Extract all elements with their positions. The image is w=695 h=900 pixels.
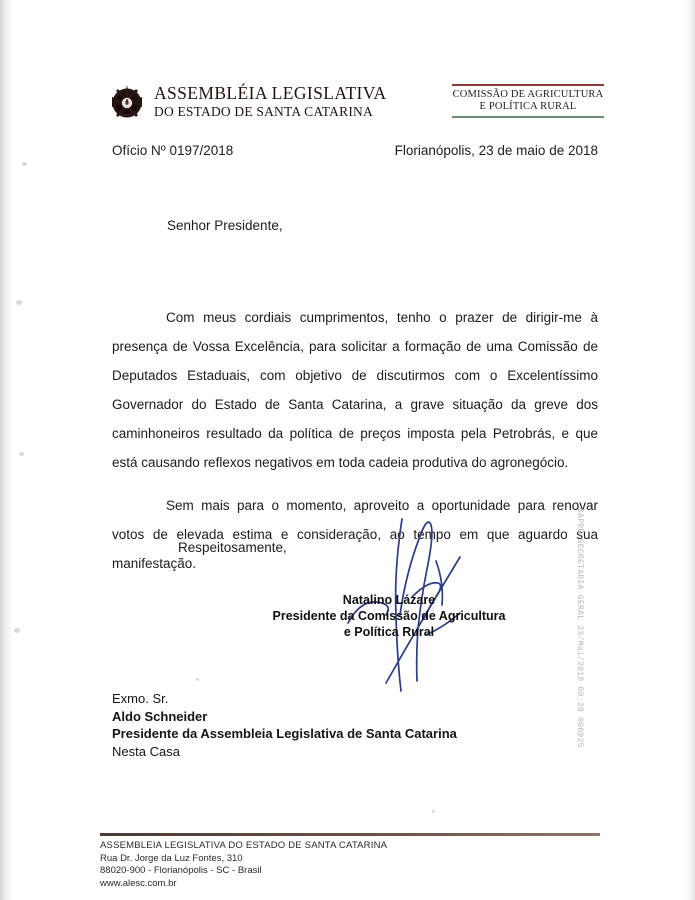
signatory-name: Natalino Lázare [342,593,436,607]
signatory-title-line-2: e Política Rural [343,625,435,639]
footer-city-line: 88020-900 - Florianópolis - SC - Brasil [100,865,262,876]
scan-edge-shading-right [685,0,695,900]
commission-rule-bottom [452,116,604,118]
scan-speckle [19,452,24,456]
recipient-location: Nesta Casa [112,743,180,759]
coat-of-arms-icon [108,82,146,122]
signatory-title-line-1: Presidente da Comissão de Agricultura [272,609,506,623]
scan-edge-shading-left [0,0,14,900]
recipient-name: Aldo Schneider [112,708,208,724]
scan-speckle [16,300,22,305]
body-paragraph: Com meus cordiais cumprimentos, tenho o prazer de dirigir-me à presença de Vossa Excelência, para solicitar a formação de uma Comissão de Deputados Estaduais, com objetivo de discutirmos com o Excelentíssimo Governador do Estado de Santa Catarina, a grave situação da greve dos caminhoneiros resultado da política de preços imposta pela Petrobrás, e que está causando reflexos negativos em toda cadeia produtiva do agronegócio. [112,310,598,470]
commission-rule-top [452,84,604,86]
institution-line-1: ASSEMBLÉIA LEGISLATIVA [154,82,387,103]
document-reference-number: Ofício Nº 0197/2018 [112,143,234,158]
document-meta [112,143,598,158]
commission-line-2: E POLÍTICA RURAL [479,101,577,113]
recipient-honorific: Exmo. Sr. [112,691,169,706]
scan-speckle [22,162,27,166]
closing-phrase: Respeitosamente, [178,540,287,555]
scan-speckle [196,678,199,681]
footer-divider [100,833,600,836]
institution-name [154,84,387,120]
commission-line-1: COMISSÃO DE AGRICULTURA [452,89,604,100]
signatory-block [244,592,534,640]
footer-website: www.alesc.com.br [100,877,177,889]
page-footer [100,833,600,890]
commission-header [452,84,604,118]
scan-speckle [432,810,435,813]
recipient-block [112,690,457,760]
body-paragraph: Sem mais para o momento, aproveito a oportunidade para renovar votos de elevada estima e consideração, ao tempo em que aguardo sua manifestação. [112,498,598,571]
document-place-date: Florianópolis, 23 de maio de 2018 [394,143,598,158]
received-stamp: GAPRE-SECRETARIA GERAL 23/Mai/2018 09:28 000925 [575,508,584,748]
letter-body [112,303,598,578]
salutation: Senhor Presidente, [167,218,283,233]
footer-address: Rua Dr. Jorge da Luz Fontes, 310 [100,852,243,864]
letterhead [0,78,695,134]
recipient-title: Presidente da Assembleia Legislativa de Santa Catarina [112,726,457,741]
footer-organization: ASSEMBLEIA LEGISLATIVA DO ESTADO DE SANTA CATARINA [100,840,388,851]
institution-brand [108,82,387,122]
scan-speckle [14,628,20,633]
institution-line-2: DO ESTADO DE SANTA CATARINA [154,103,373,119]
